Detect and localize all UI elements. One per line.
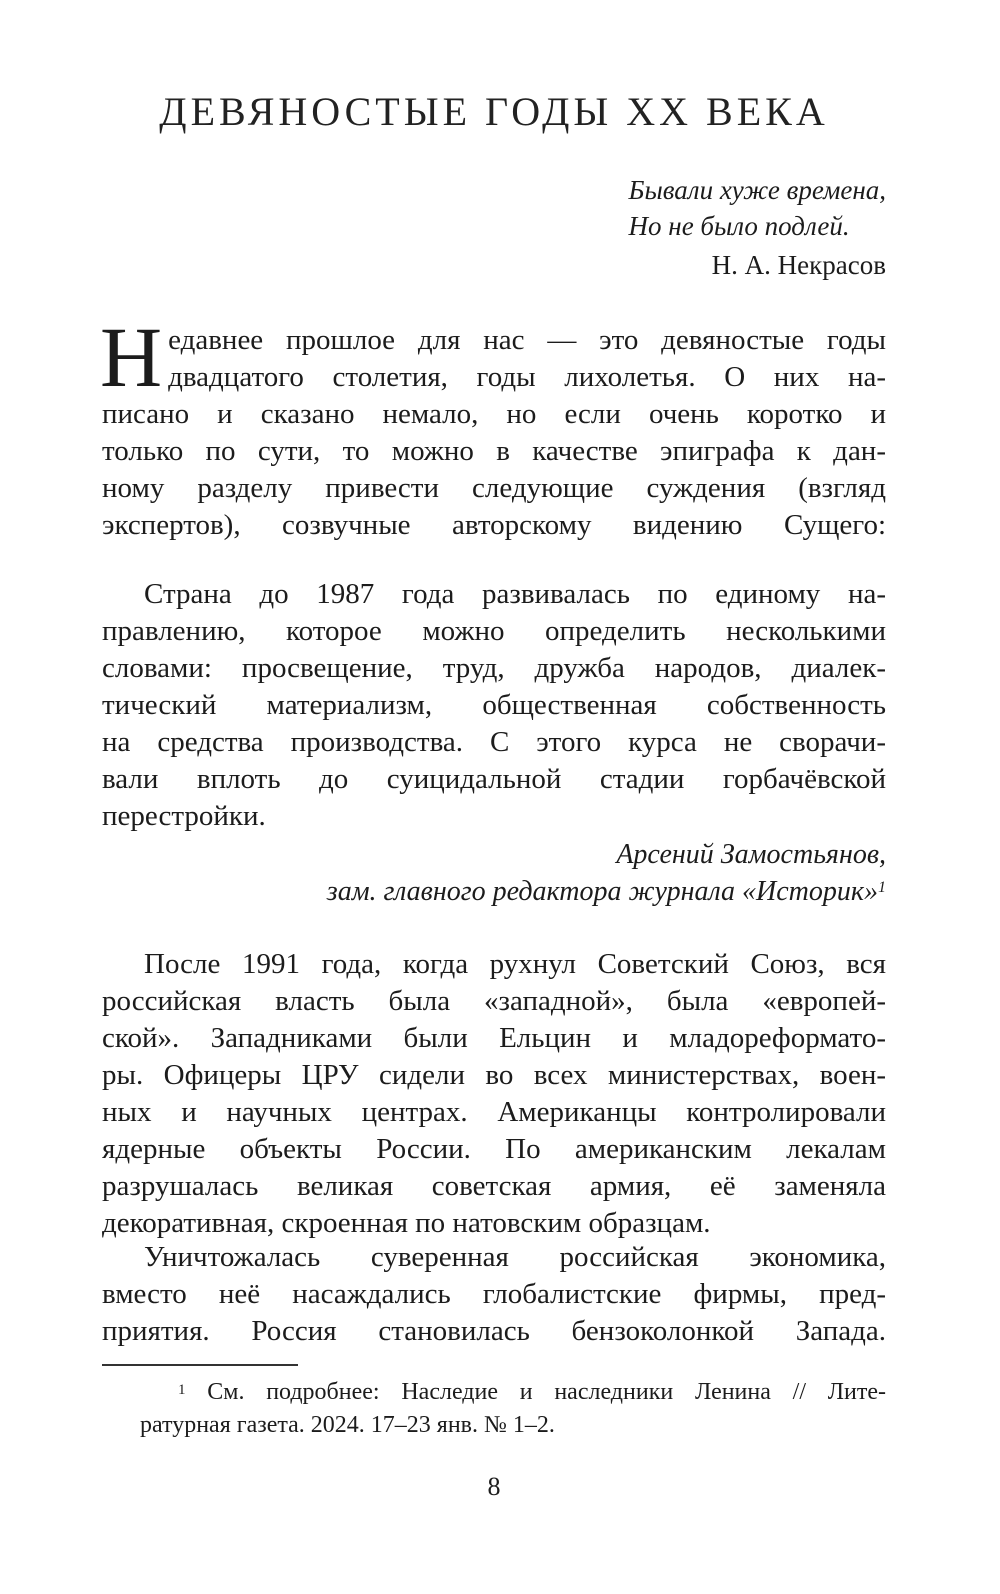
text-line: двадцатого столетия, годы лихолетья. О них на- bbox=[168, 361, 886, 393]
text-line: Страна до 1987 года развивалась по единому на- bbox=[144, 578, 886, 610]
text-line: экспертов), созвучные авторскому видению Сущего: bbox=[102, 509, 886, 541]
text-line: декоративная, скроенная по натовским образцам. bbox=[102, 1207, 711, 1239]
text-line: словами: просвещение, труд, дружба народов, диалек- bbox=[102, 652, 886, 684]
epigraph-author: Н. А. Некрасов bbox=[711, 250, 886, 280]
page-number: 8 bbox=[487, 1472, 501, 1501]
text-line: ядерные объекты России. По американским лекалам bbox=[102, 1133, 886, 1165]
text-line: ных и научных центрах. Американцы контролировали bbox=[102, 1096, 886, 1128]
epigraph-line: Но не было подлей. bbox=[628, 211, 850, 241]
text-line: писано и сказано немало, но если очень коротко и bbox=[102, 398, 886, 430]
text-line: на средства производства. С этого курса не сворачи- bbox=[102, 726, 886, 758]
attribution-role bbox=[327, 873, 886, 910]
footnote-line: ратурная газета. 2024. 17–23 янв. № 1–2. bbox=[140, 1412, 555, 1438]
footnote-line bbox=[102, 1376, 886, 1409]
text-line: ской». Западниками были Ельцин и младореформато- bbox=[102, 1022, 886, 1054]
quote-block-2 bbox=[102, 946, 886, 1242]
footnote-number: 1 bbox=[178, 1382, 186, 1398]
intro-paragraph bbox=[100, 309, 886, 544]
footnote-ref[interactable]: 1 bbox=[878, 879, 886, 896]
footnote-text: См. подробнее: Наследие и наследники Ленина // Лите- bbox=[207, 1379, 886, 1405]
chapter-title: ДЕВЯНОСТЫЕ ГОДЫ XX ВЕКА bbox=[159, 89, 829, 134]
drop-cap: Н bbox=[100, 309, 163, 405]
text-line: ному разделу привести следующие суждения (взгляд bbox=[102, 472, 886, 504]
text-line: российская власть была «западной», была «европей- bbox=[102, 985, 886, 1017]
text-line: ры. Офицеры ЦРУ сидели во всех министерствах, воен- bbox=[102, 1059, 886, 1091]
quote-block-1 bbox=[102, 576, 886, 835]
text-line: вместо неё насаждались глобалистские фирмы, пред- bbox=[102, 1278, 886, 1310]
text-line: вали вплоть до суицидальной стадии горбачёвской bbox=[102, 763, 886, 795]
epigraph-line: Бывали хуже времена, bbox=[628, 175, 886, 205]
text-line: приятия. Россия становилась бензоколонкой Запада. bbox=[102, 1315, 886, 1347]
text-line: только по сути, то можно в качестве эпиграфа к дан- bbox=[102, 435, 886, 467]
text-line: После 1991 года, когда рухнул Советский Союз, вся bbox=[144, 948, 886, 980]
quote-attribution bbox=[327, 836, 886, 910]
text-line: тический материализм, общественная собственность bbox=[102, 689, 886, 721]
attribution-name: Арсений Замостьянов, bbox=[616, 839, 886, 870]
text-line: перестройки. bbox=[102, 800, 266, 832]
book-page bbox=[102, 0, 886, 1594]
text-line: правлению, которое можно определить несколькими bbox=[102, 615, 886, 647]
footnote bbox=[102, 1376, 886, 1442]
epigraph bbox=[629, 172, 886, 244]
text-line: Уничтожалась суверенная российская экономика, bbox=[144, 1241, 886, 1273]
footnote-divider bbox=[102, 1364, 298, 1366]
attribution-role-text: зам. главного редактора журнала «Историк» bbox=[326, 876, 878, 907]
text-line: едавнее прошлое для нас — это девяностые годы bbox=[168, 324, 886, 356]
quote-paragraph-2 bbox=[102, 1239, 886, 1350]
text-line: разрушалась великая советская армия, её заменяла bbox=[102, 1170, 886, 1202]
